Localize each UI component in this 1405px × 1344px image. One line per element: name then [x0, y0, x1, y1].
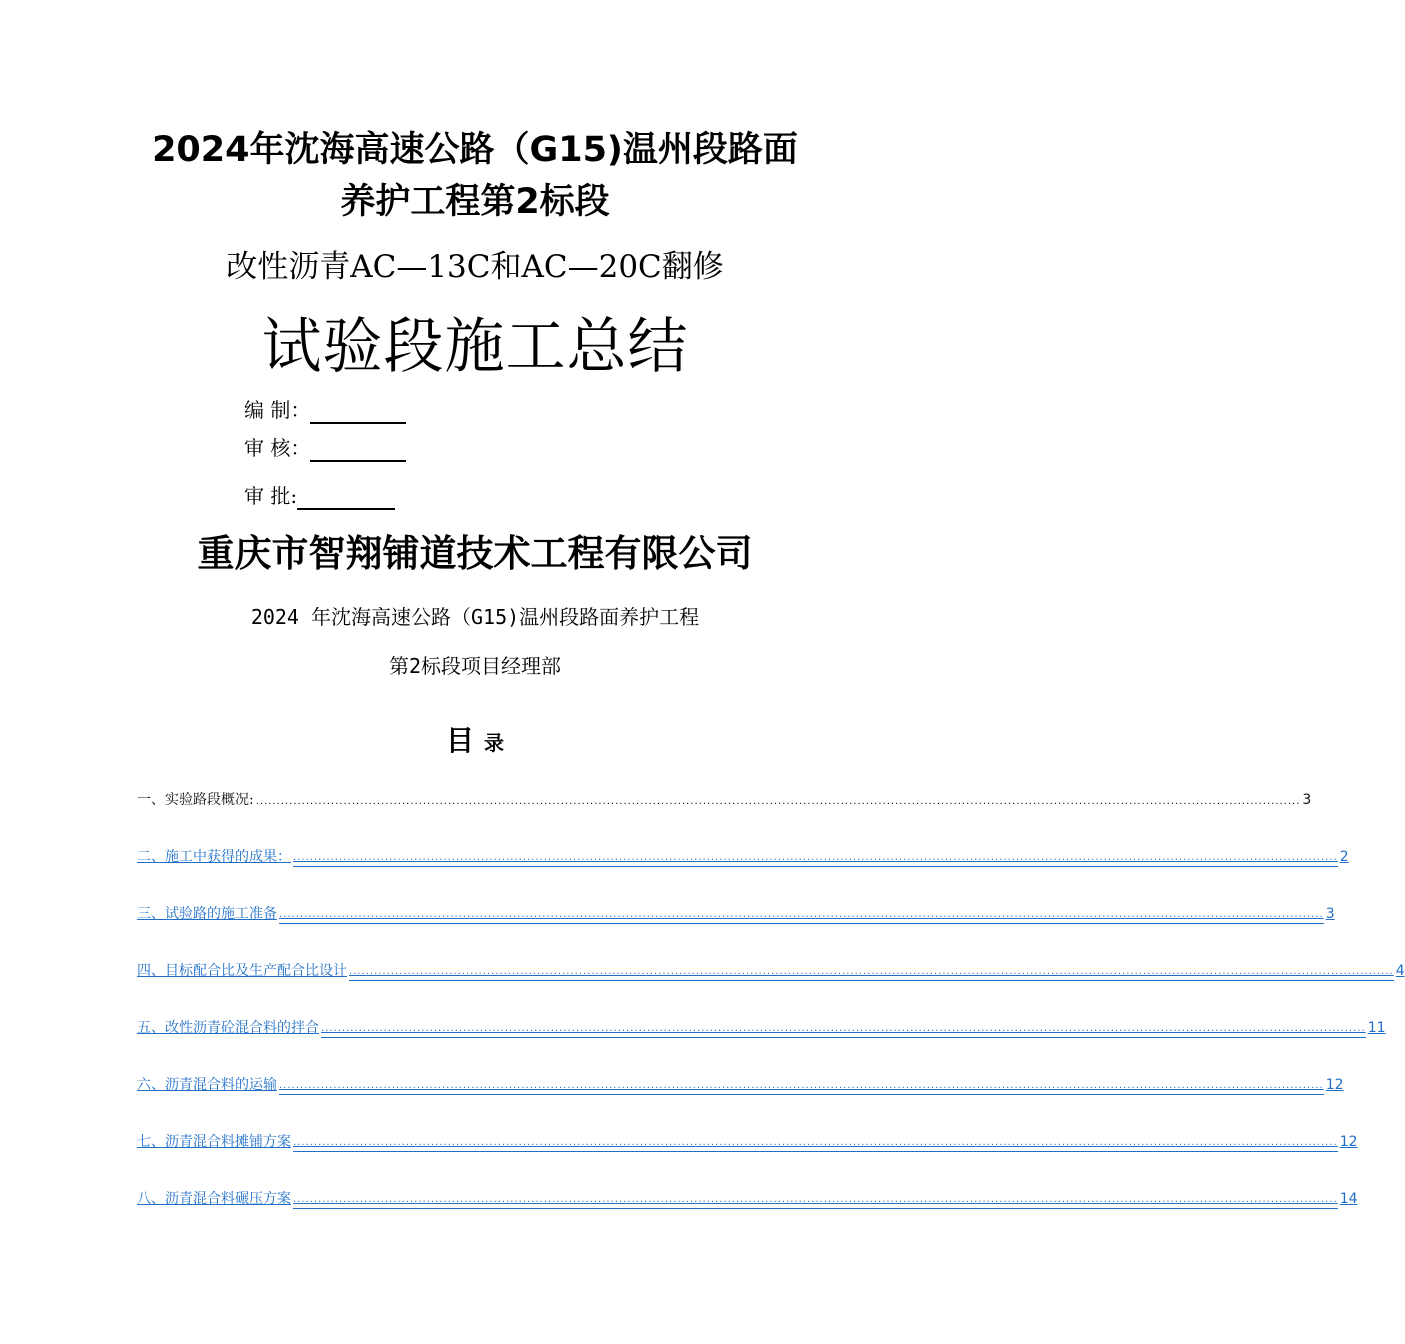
toc-item-5[interactable] [137, 1016, 1386, 1038]
toc-item-label: 一、实验路段概况: [137, 792, 254, 808]
company-name: 重庆市智翔铺道技术工程有限公司 [197, 532, 753, 575]
signature-label: 编 制： [244, 398, 311, 422]
toc-leader-dots: .......................................................................................................................................................................................................................................................... [349, 964, 1394, 981]
toc-item-1[interactable] [137, 788, 1312, 810]
toc-item-2[interactable] [137, 845, 1349, 867]
project-line-1: 2024 年沈海高速公路（G15)温州段路面养护工程 [250, 605, 700, 629]
toc-leader-dots: .......................................................................................................................................................................................................................................................... [321, 1021, 1366, 1038]
toc-item-page: 14 [1339, 1191, 1358, 1207]
toc-heading-big: 目 [445, 724, 474, 757]
toc-item-label: 八、沥青混合料碾压方案 [137, 1191, 291, 1207]
signature-line [310, 400, 406, 424]
title-line-2: 养护工程第2标段 [340, 182, 610, 222]
toc-leader-dots: .......................................................................................................................................................................................................................................................... [255, 796, 1301, 807]
toc-leader-dots: .......................................................................................................................................................................................................................................................... [279, 907, 1324, 924]
toc-item-label: 三、试验路的施工准备 [137, 906, 277, 922]
toc-leader-dots: .......................................................................................................................................................................................................................................................... [293, 1135, 1338, 1152]
toc-item-label: 七、沥青混合料摊铺方案 [137, 1134, 291, 1150]
toc-item-page: 3 [1325, 906, 1335, 922]
toc-item-7[interactable] [137, 1130, 1358, 1152]
signature-row-approve [244, 482, 395, 510]
project-line-2: 第2标段项目经理部 [388, 654, 562, 678]
title-line-1: 2024年沈海高速公路（G15)温州段路面 [152, 130, 798, 170]
signature-row-compile [244, 396, 406, 424]
signature-label: 审 核： [244, 436, 311, 460]
toc-item-page: 12 [1325, 1077, 1344, 1093]
toc-leader-dots: .......................................................................................................................................................................................................................................................... [293, 1192, 1338, 1209]
toc-leader-dots: .......................................................................................................................................................................................................................................................... [279, 1078, 1324, 1095]
subtitle: 改性沥青AC—13C和AC—20C翻修 [226, 249, 724, 285]
toc-item-label: 六、沥青混合料的运输 [137, 1077, 277, 1093]
toc-item-label: 四、目标配合比及生产配合比设计 [137, 963, 347, 979]
toc-item-label: 二、施工中获得的成果： [137, 849, 291, 865]
toc-item-page: 12 [1339, 1134, 1358, 1150]
toc-item-8[interactable] [137, 1187, 1358, 1209]
toc-heading [0, 724, 950, 760]
toc-item-page: 3 [1302, 792, 1312, 808]
toc-item-page: 4 [1395, 963, 1405, 979]
toc-item-6[interactable] [137, 1073, 1344, 1095]
signature-row-review [244, 434, 406, 462]
signature-label: 审 批: [244, 484, 298, 508]
toc-heading-small: 录 [484, 731, 504, 755]
main-title: 试验段施工总结 [261, 312, 689, 382]
toc-item-4[interactable] [137, 959, 1405, 981]
toc-item-3[interactable] [137, 902, 1335, 924]
signature-line [297, 486, 395, 510]
toc-item-page: 11 [1367, 1020, 1386, 1036]
toc-item-label: 五、改性沥青砼混合料的拌合 [137, 1020, 319, 1036]
signature-line [310, 438, 406, 462]
toc-leader-dots: .......................................................................................................................................................................................................................................................... [293, 850, 1338, 867]
toc-item-page: 2 [1339, 849, 1349, 865]
